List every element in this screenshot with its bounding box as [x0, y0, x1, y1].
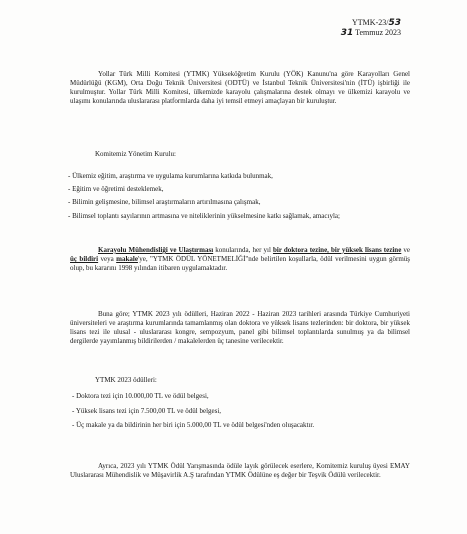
award-topic: Karayolu Mühendisliği ve Ulaştırması — [98, 246, 214, 254]
board-item: - Bilimin gelişmesine, bilimsel araştırmaların artırılmasına çalışmak, — [68, 198, 261, 206]
awards-heading: YTMK 2023 ödülleri: — [95, 376, 157, 384]
intro-paragraph: Yollar Türk Milli Komitesi (YTMK) Yükseköğretim Kurulu (YÖK) Kanunu'na göre Karayolları Genel Müdürlüğü (KGM), Orta Doğu Teknik Üniversitesi (ODTÜ) ve İstanbul Teknik Üniversitesi'nin (İTÜ) işbirliği ile kurulmuştur. Yollar Türk Milli Komitesi, ülkemizde karayolu çalışmalarına destek olmayı ve ülkemizi karayolu ve ulaşımı konularında uluslararası platformlarda daha iyi temsil etmeyi amaçlayan bir kuruluştur. — [70, 70, 410, 105]
board-item: - Ülkemiz eğitim, araştırma ve uygulama kurumlarına katkıda bulunmak, — [68, 172, 273, 180]
period-paragraph: Buna göre; YTMK 2023 yılı ödülleri, Haziran 2022 - Haziran 2023 tarihleri arasında Türkiye Cumhuriyeti üniversiteleri ve araştırma kurumlarında tamamlanmış olan doktora ve yüksek lisans tezlerinden: bir doktora, bir yüksek lisans tezi ile ulusal - uluslararası kongre, sempozyum, panel gibi bilimsel toplantılarda sunulmuş ya da bilimsel dergilerde yayımlanmış bildirilerden / makalelerden üç tanesine verilecektir. — [70, 310, 410, 345]
board-item: - Eğitim ve öğretimi desteklemek, — [68, 185, 164, 193]
award-item: - Doktora tezi için 10.000,00 TL ve ödül belgesi, — [72, 392, 209, 400]
award-item: - Yüksek lisans tezi için 7.500,00 TL ve ödül belgesi, — [72, 407, 222, 415]
board-heading: Komitemiz Yönetim Kurulu: — [95, 150, 177, 158]
date-month-year: Temmuz 2023 — [353, 28, 401, 37]
award-paragraph: Karayolu Mühendisliği ve Ulaştırması konularında, her yıl bir doktora tezine, bir yüksek lisans tezine ve üç bildiri veya makale'ye, "YTMK ÖDÜL YÖNETMELİĞİ"nde belirtilen koşullarla, ödül verilmesini uygun görmüş olup, bu kararını 1998 yılından itibaren uygulamaktadır. — [70, 246, 410, 272]
handwritten-reference-number: 53 — [388, 18, 401, 28]
handwritten-date-day: 31 — [340, 28, 354, 38]
reference-number — [341, 18, 401, 28]
reference-block — [341, 18, 401, 38]
board-item: - Bilimsel toplantı sayılarının artmasına ve niteliklerinin yükselmesine katkı sağlamak, amacıyla; — [68, 212, 340, 220]
award-item: - Üç makale ya da bildirinin her biri için 5.000,00 TL ve ödül belgesi'nden oluşacaktır. — [72, 421, 315, 429]
award-thesis-types: bir doktora tezine, bir yüksek lisans tezine — [272, 246, 402, 254]
reference-prefix: YTMK-23/ — [352, 18, 389, 27]
closing-paragraph: Ayrıca, 2023 yılı YTMK Ödül Yarışmasında ödüle layık görülecek eserlere, Komitemiz kuruluş üyesi EMAY Uluslararası Mühendislik ve Müşavirlik A.Ş tarafından YTMK Ödülüne eş değer bir Teşvik Ödülü verilecektir. — [70, 462, 410, 479]
document-date — [341, 28, 401, 38]
award-paper-count: üç bildiri — [70, 255, 99, 263]
award-article: makale — [116, 255, 138, 263]
